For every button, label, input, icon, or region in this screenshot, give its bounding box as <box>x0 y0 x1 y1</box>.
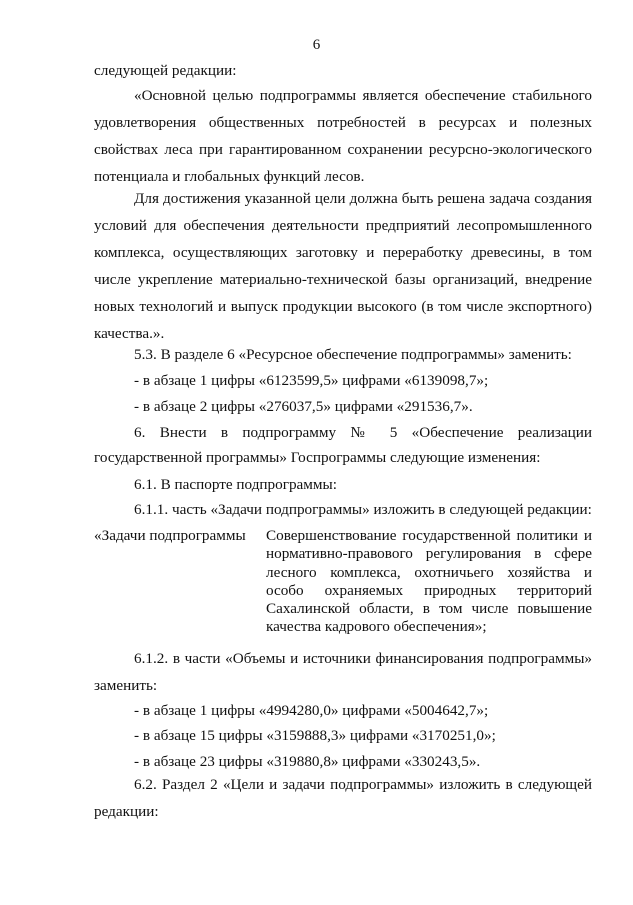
paragraph-6-1-1: 6.1.1. часть «Задачи подпрограммы» изложить в следующей редакции: <box>134 501 592 518</box>
page-number: 6 <box>312 37 321 53</box>
paragraph-goal: «Основной целью подпрограммы является обеспечение стабильного удовлетворения общественных потребностей в ресурсах и полезных свойствах леса при гарантированном сохранении ресурсно-экологического потенциала и глобальных функций лесов. <box>94 87 592 185</box>
list-item: - в абзаце 1 цифры «4994280,0» цифрами «5004642,7»; <box>134 702 489 719</box>
list-item: - в абзаце 1 цифры «6123599,5» цифрами «6139098,7»; <box>134 372 489 389</box>
paragraph-6: 6. Внести в подпрограмму № 5 «Обеспечение реализации государственной программы» Госпрограммы следующие изменения: <box>94 424 592 466</box>
tasks-label: «Задачи подпрограммы <box>94 527 246 544</box>
list-item: - в абзаце 23 цифры «319880,8» цифрами «330243,5». <box>134 753 481 770</box>
paragraph-5-3: 5.3. В разделе 6 «Ресурсное обеспечение подпрограммы» заменить: <box>134 346 572 363</box>
paragraph-6-2: 6.2. Раздел 2 «Цели и задачи подпрограммы» изложить в следующей редакции: <box>94 776 592 820</box>
paragraph-task: Для достижения указанной цели должна быть решена задача создания условий для обеспечения деятельности предприятий лесопромышленного комплекса, осуществляющих заготовку и переработку древесины, в том числе укрепление материально-технической базы организаций, внедрение новых технологий и выпуск продукции высокого (в том числе экспортного) качества.». <box>94 190 592 342</box>
paragraph-continuation: следующей редакции: <box>94 62 237 79</box>
paragraph-6-1-2: 6.1.2. в части «Объемы и источники финансирования подпрограммы» заменить: <box>94 650 592 694</box>
list-item: - в абзаце 15 цифры «3159888,3» цифрами «3170251,0»; <box>134 727 496 744</box>
list-item: - в абзаце 2 цифры «276037,5» цифрами «291536,7». <box>134 398 473 415</box>
paragraph-6-1: 6.1. В паспорте подпрограммы: <box>134 476 337 493</box>
tasks-content: Совершенствование государственной политики и нормативно-правового регулирования в сфере лесного комплекса, охотничьего хозяйства и особо охраняемых природных территорий Сахалинской области, в том числе повышение качества кадрового обеспечения»; <box>266 527 592 636</box>
